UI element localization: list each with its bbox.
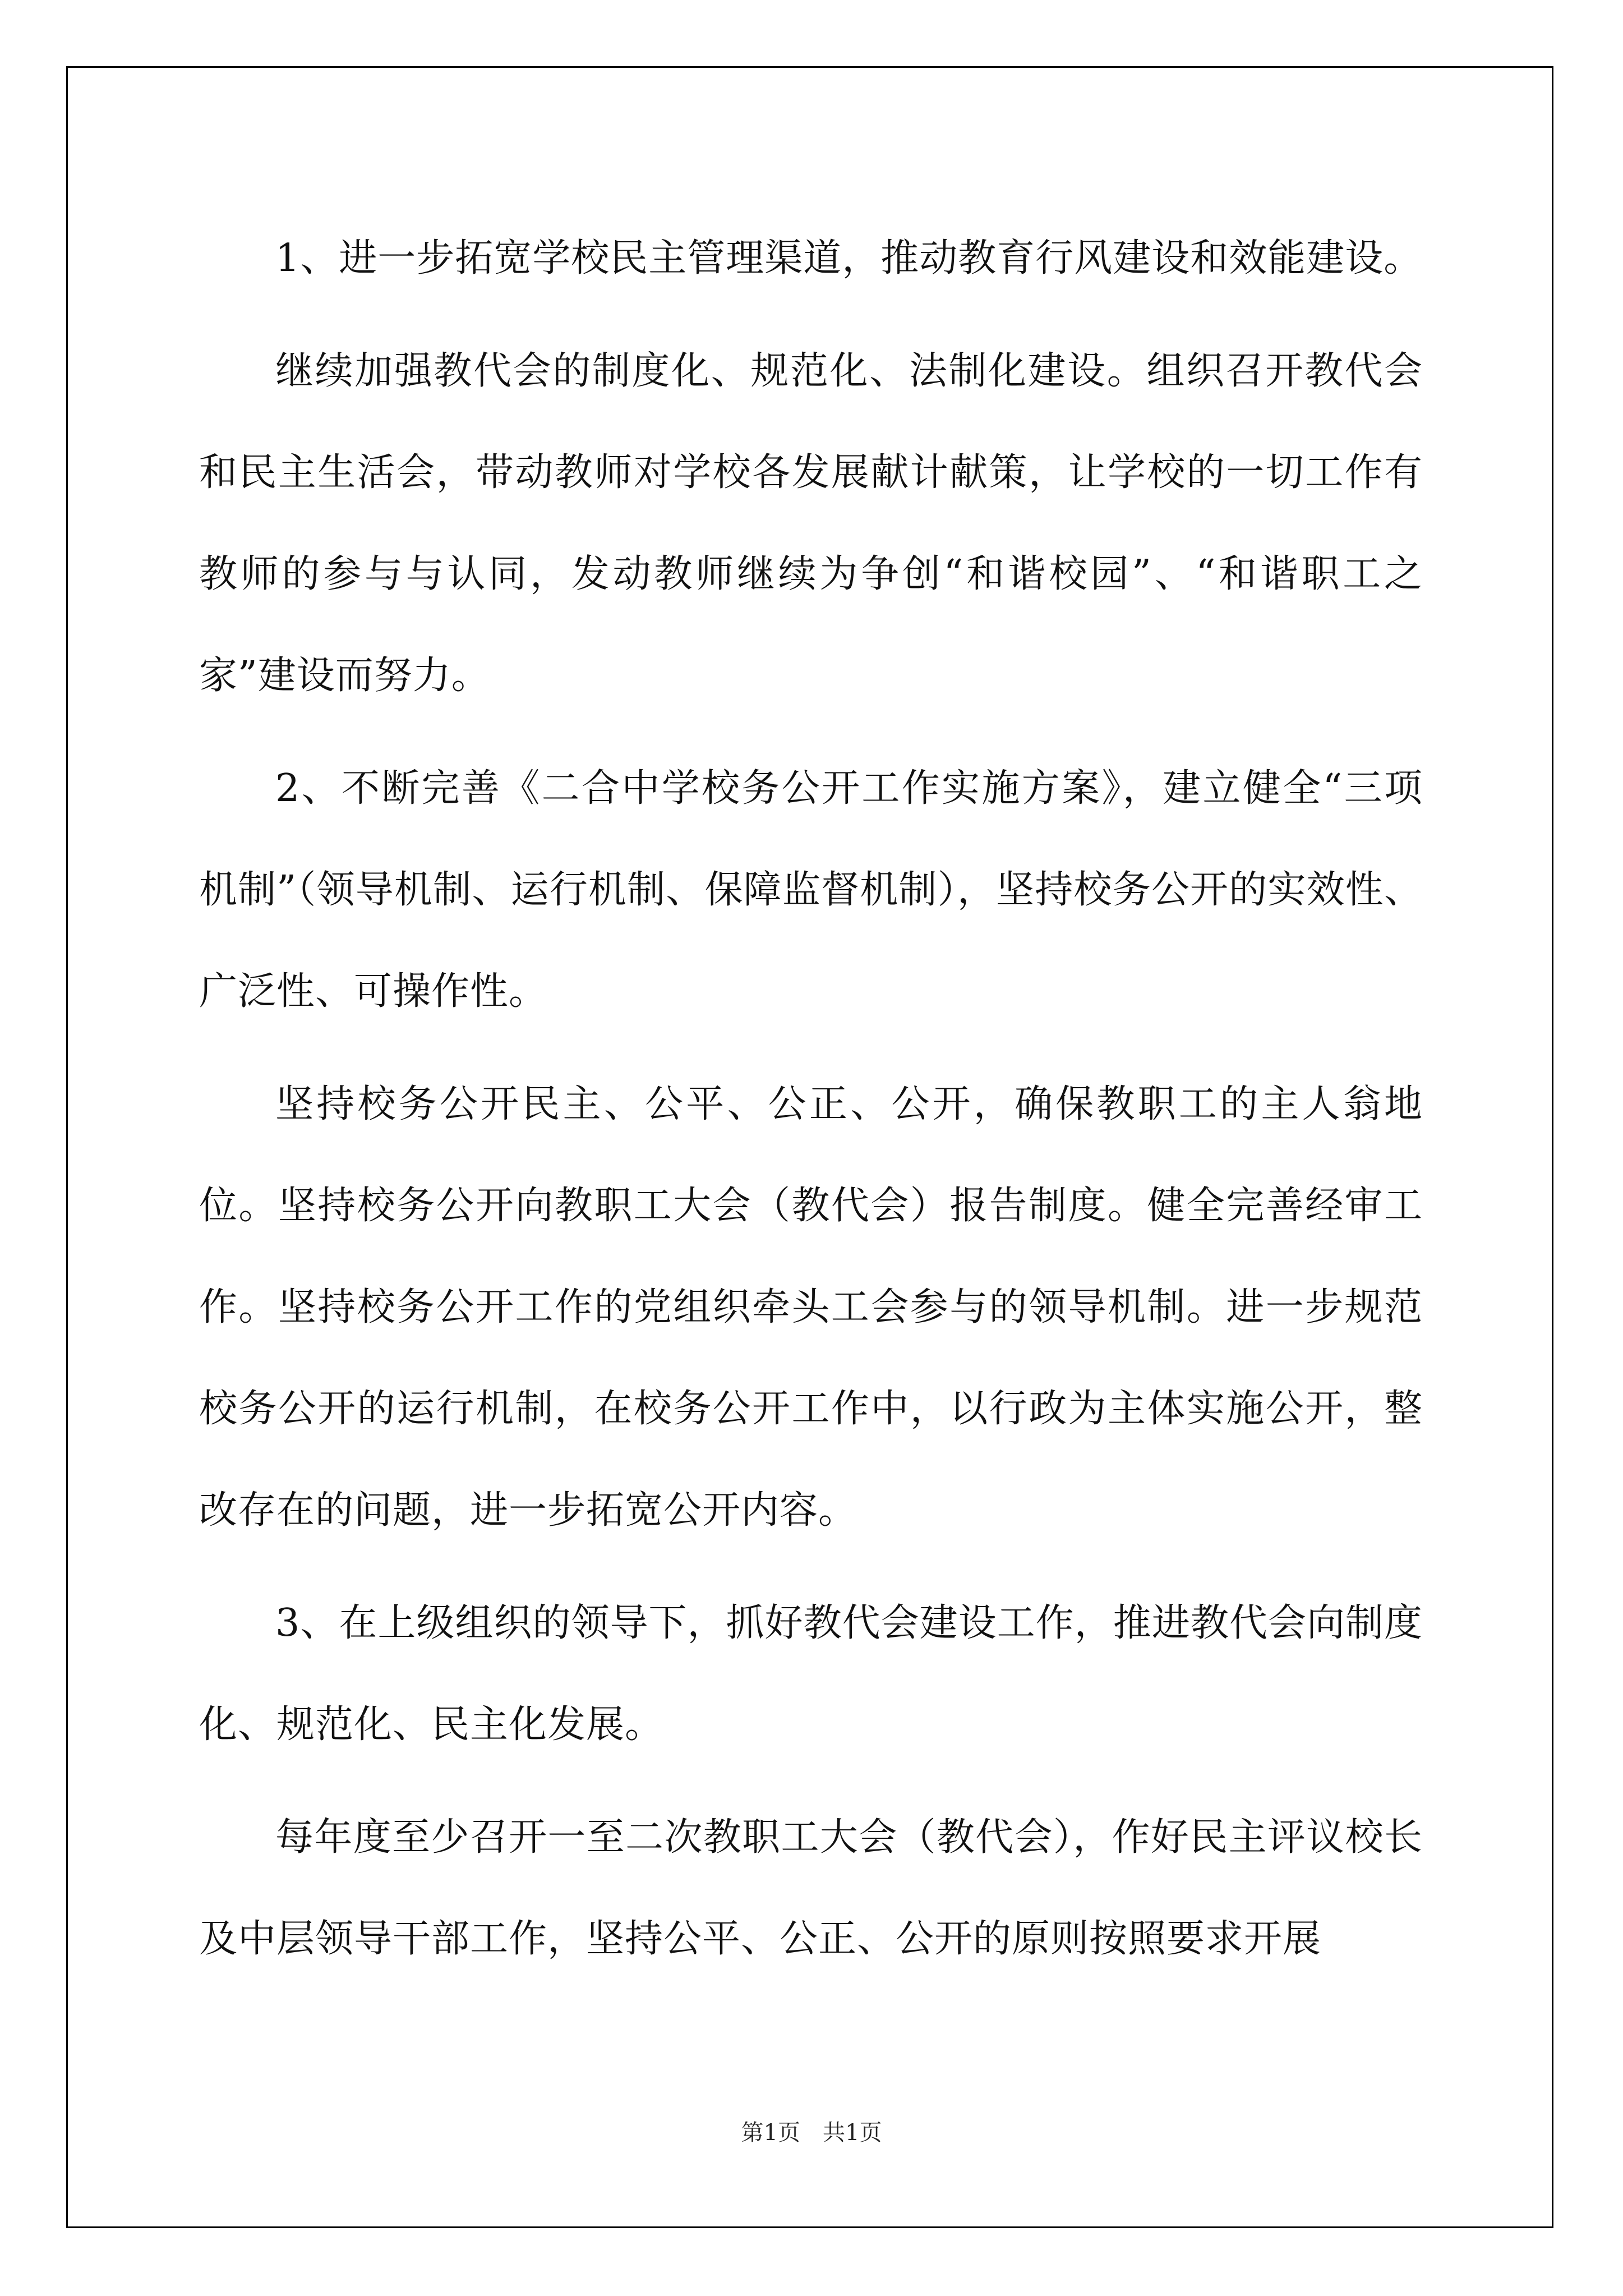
paragraph-3: 2、不断完善《二合中学校务公开工作实施方案》，建立健全“三项机制”（领导机制、运行机制、保障监督机制），坚持校务公开的实效性、广泛性、可操作性。 bbox=[199, 766, 1423, 1014]
paragraph-2: 继续加强教代会的制度化、规范化、法制化建设。组织召开教代会和民主生活会，带动教师对学校各发展献计献策，让学校的一切工作有教师的参与与认同，发动教师继续为争创“和谐校园”、“和谐职工之家”建设而努力。 bbox=[199, 349, 1423, 698]
paragraph-6: 每年度至少召开一至二次教职工大会（教代会），作好民主评议校长及中层领导干部工作，坚持公平、公正、公开的原则按照要求开展 bbox=[199, 1815, 1423, 1961]
page-number-current: 第1页 bbox=[741, 2120, 800, 2146]
paragraph-1: 1、进一步拓宽学校民主管理渠道，推动教育行风建设和效能建设。 bbox=[275, 236, 1423, 280]
paragraph-5: 3、在上级组织的领导下，抓好教代会建设工作，推进教代会向制度化、规范化、民主化发展。 bbox=[199, 1601, 1423, 1747]
paragraph-4: 坚持校务公开民主、公平、公正、公开，确保教职工的主人翁地位。坚持校务公开向教职工大会（教代会）报告制度。健全完善经审工作。坚持校务公开工作的党组织牵头工会参与的领导机制。进一步规范校务公开的运行机制，在校务公开工作中，以行政为主体实施公开，整改存在的问题，进一步拓宽公开内容。 bbox=[199, 1082, 1423, 1533]
document-body bbox=[199, 208, 1423, 1990]
page-number-total: 共1页 bbox=[823, 2120, 882, 2146]
page-footer bbox=[0, 2115, 1623, 2147]
